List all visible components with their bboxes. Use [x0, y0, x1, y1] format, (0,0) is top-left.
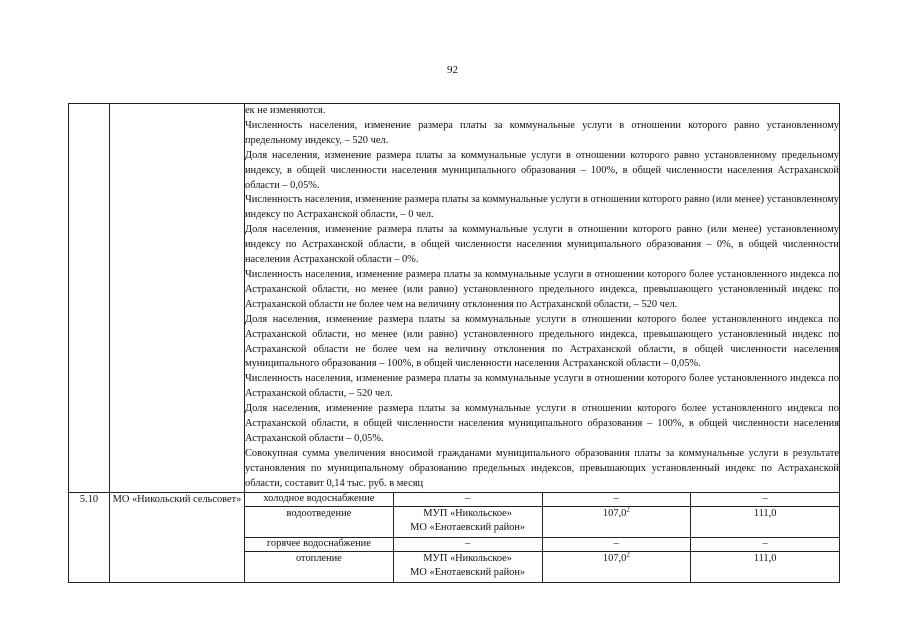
index-dash: – [613, 537, 619, 549]
service-name: водоотведение [245, 506, 394, 537]
organization-municipality: МО «Енотаевский район» [410, 566, 526, 578]
page-number: 92 [447, 64, 458, 76]
service-name: холодное водоснабжение [245, 492, 394, 506]
organization-name: – [465, 492, 471, 504]
mo-name: МО «Никольский сельсовет» [110, 492, 245, 582]
index-cell [542, 492, 691, 506]
service-name: отопление [245, 551, 394, 582]
organization-cell [393, 492, 542, 506]
index-cell [542, 537, 691, 551]
organization-name: – [465, 537, 471, 549]
index-value: 107,0 [602, 552, 627, 564]
index-footnote-mark: 2 [626, 505, 630, 514]
number-cell-empty [69, 104, 110, 493]
paragraph: Численность населения, изменение размера платы за коммунальные услуги в отношении которого равно (или менее) установленному индексу по Астраханской области, – 0 чел. [245, 194, 839, 221]
index-footnote-mark: 2 [626, 550, 630, 559]
organization-cell [393, 506, 542, 537]
limit-cell: – [691, 537, 840, 551]
table-row-continuation [69, 104, 840, 493]
paragraph: Численность населения, изменение размера платы за коммунальные услуги в отношении которого более установленного индекса по Астраханской области, но менее (или равно) установленного предельного индекса, превышающего установленный индекс по Астраханской области не более чем на величину отклонения по Астраханской области, – 520 чел. [245, 268, 839, 310]
index-cell [542, 506, 691, 537]
index-cell [542, 551, 691, 582]
paragraph: Доля населения, изменение размера платы за коммунальные услуги в отношении которого более установленного индекса по Астраханской области, но менее (или равно) установленного предельного индекса, превышающего установленный индекс по Астраханской области не более чем на величину отклонения по Астраханской области, в общей численности населения муниципального образования – 100%, в общей численности населения Астраханской области – 0,05%. [245, 313, 839, 370]
paragraph: Совокупная сумма увеличения вносимой гражданами муниципального образования платы за коммунальные услуги в результате установления по муниципальному образованию предельных индексов, превышающих установленный индекс по Астраханской области, составит 0,14 тыс. руб. в месяц [245, 447, 839, 489]
table-row [69, 492, 840, 506]
organization-name: МУП «Никольское» [423, 552, 512, 564]
paragraph: ек не изменяются. [245, 105, 326, 116]
index-value: 107,0 [602, 507, 627, 519]
entry-number: 5.10 [69, 492, 110, 582]
organization-municipality: МО «Енотаевский район» [410, 521, 526, 533]
paragraph: Доля населения, изменение размера платы за коммунальные услуги в отношении которого равно (или менее) установленному индексу по Астраханской области, в общей численности населения муниципального образования – 0%, в общей численности населения Астраханской области – 0%. [245, 224, 839, 266]
index-dash: – [613, 492, 619, 504]
organization-name: МУП «Никольское» [423, 507, 512, 519]
limit-cell: 111,0 [691, 506, 840, 537]
service-name: горячее водоснабжение [245, 537, 394, 551]
limit-cell: 111,0 [691, 551, 840, 582]
mo-cell-empty [110, 104, 245, 493]
tariff-table [68, 103, 840, 583]
organization-cell [393, 537, 542, 551]
paragraph: Численность населения, изменение размера платы за коммунальные услуги в отношении которого более установленного индекса по Астраханской области, – 520 чел. [245, 373, 839, 400]
limit-cell: – [691, 492, 840, 506]
paragraph: Доля населения, изменение размера платы за коммунальные услуги в отношении которого более установленного индекса по Астраханской области, в общей численности населения муниципального образования – 100%, в общей численности населения Астраханской области – 0,05%. [245, 403, 839, 444]
organization-cell [393, 551, 542, 582]
continuation-text-cell [245, 104, 840, 493]
paragraph: Численность населения, изменение размера платы за коммунальные услуги в отношении которого равно установленному предельному индексу, – 520 чел. [245, 119, 839, 146]
paragraph: Доля населения, изменение размера платы за коммунальные услуги в отношении которого равно установленному предельному индексу, в общей численности населения муниципального образования – 100%, в общей численности населения Астраханской области – 0,05%. [245, 149, 839, 191]
